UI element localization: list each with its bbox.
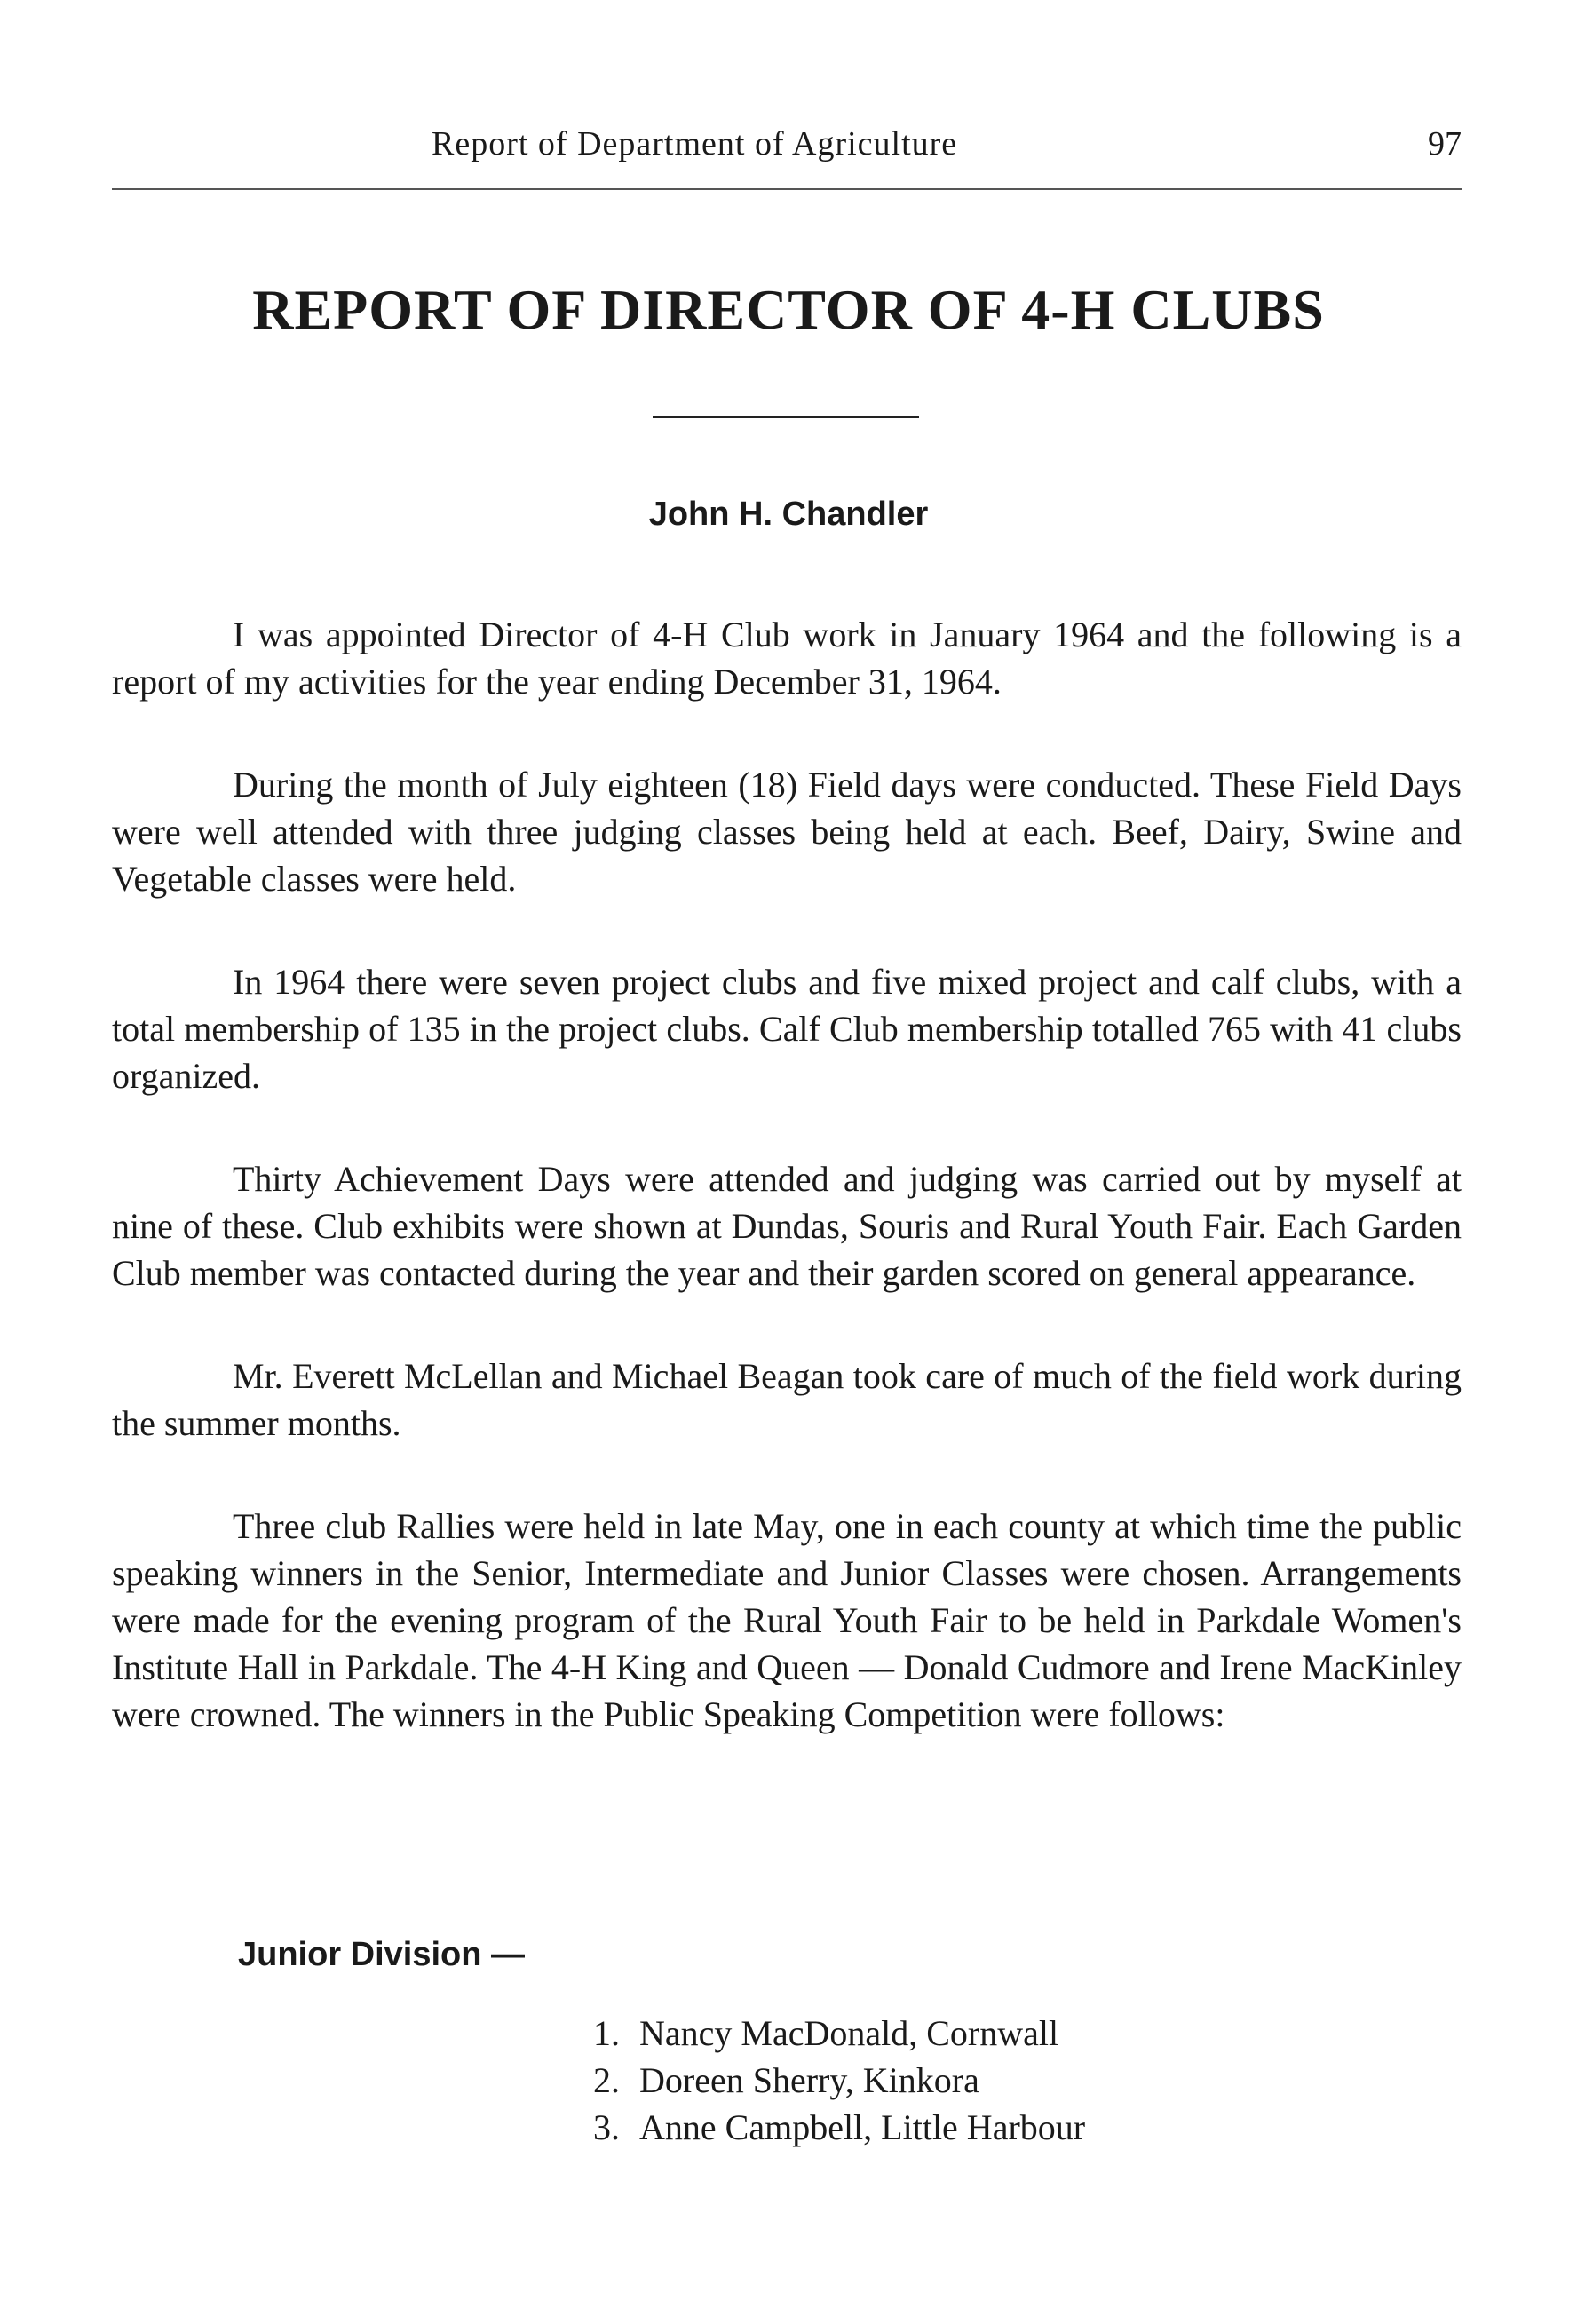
- winner-rank: 2.: [593, 2060, 620, 2100]
- paragraph-membership: In 1964 there were seven project clubs and five mixed project and calf clubs, with a total membership of 135 in the project clubs. Calf Club membership totalled 765 with 41 clubs organized.: [112, 962, 1462, 1096]
- winner-name: Nancy MacDonald, Cornwall: [639, 2013, 1059, 2053]
- page-number: 97: [1428, 125, 1462, 163]
- paragraph-rallies: Three club Rallies were held in late May, one in each county at which time the public speaking winners in the Senior, Intermediate and Junior Classes were chosen. Arrangements were made for the evening program of the Rural Youth Fair to be held in Parkdale Women's Institute Hall in Parkdale. The 4-H King and Queen — Donald Cudmore and Irene MacKinley were crowned. The winners in the Public Speaking Competition were follows:: [112, 1506, 1462, 1734]
- list-item: [593, 2057, 1085, 2104]
- junior-division-heading: Junior Division —: [238, 1936, 526, 1973]
- title-divider: [653, 416, 919, 418]
- paragraph-appointment: I was appointed Director of 4-H Club work in January 1964 and the following is a report of my activities for the year ending December 31, 1964.: [112, 615, 1462, 702]
- author-name: John H. Chandler: [648, 496, 929, 533]
- page-title: REPORT OF DIRECTOR OF 4-H CLUBS: [252, 278, 1325, 341]
- list-item: [593, 2104, 1085, 2151]
- winner-rank: 3.: [593, 2107, 620, 2147]
- running-title: Report of Department of Agriculture: [432, 125, 958, 163]
- paragraph-achievement-days: Thirty Achievement Days were attended and judging was carried out by myself at nine of these. Club exhibits were shown at Dundas, Souris and Rural Youth Fair. Each Garden Club member was contacted during the year and their garden scored on general appearance.: [112, 1159, 1462, 1293]
- header-divider: [112, 188, 1462, 190]
- paragraph-field-work: Mr. Everett McLellan and Michael Beagan took care of much of the field work during the summer months.: [112, 1356, 1462, 1443]
- running-head: [112, 124, 1462, 178]
- winner-name: Doreen Sherry, Kinkora: [639, 2060, 979, 2100]
- winner-name: Anne Campbell, Little Harbour: [639, 2107, 1086, 2147]
- junior-winners-list: [593, 2010, 1085, 2151]
- paragraph-field-days: During the month of July eighteen (18) Field days were conducted. These Field Days were well attended with three judging classes being held at each. Beef, Dairy, Swine and Vegetable classes were held.: [112, 765, 1462, 899]
- list-item: [593, 2010, 1085, 2057]
- report-body: [112, 611, 1462, 1794]
- winner-rank: 1.: [593, 2013, 620, 2053]
